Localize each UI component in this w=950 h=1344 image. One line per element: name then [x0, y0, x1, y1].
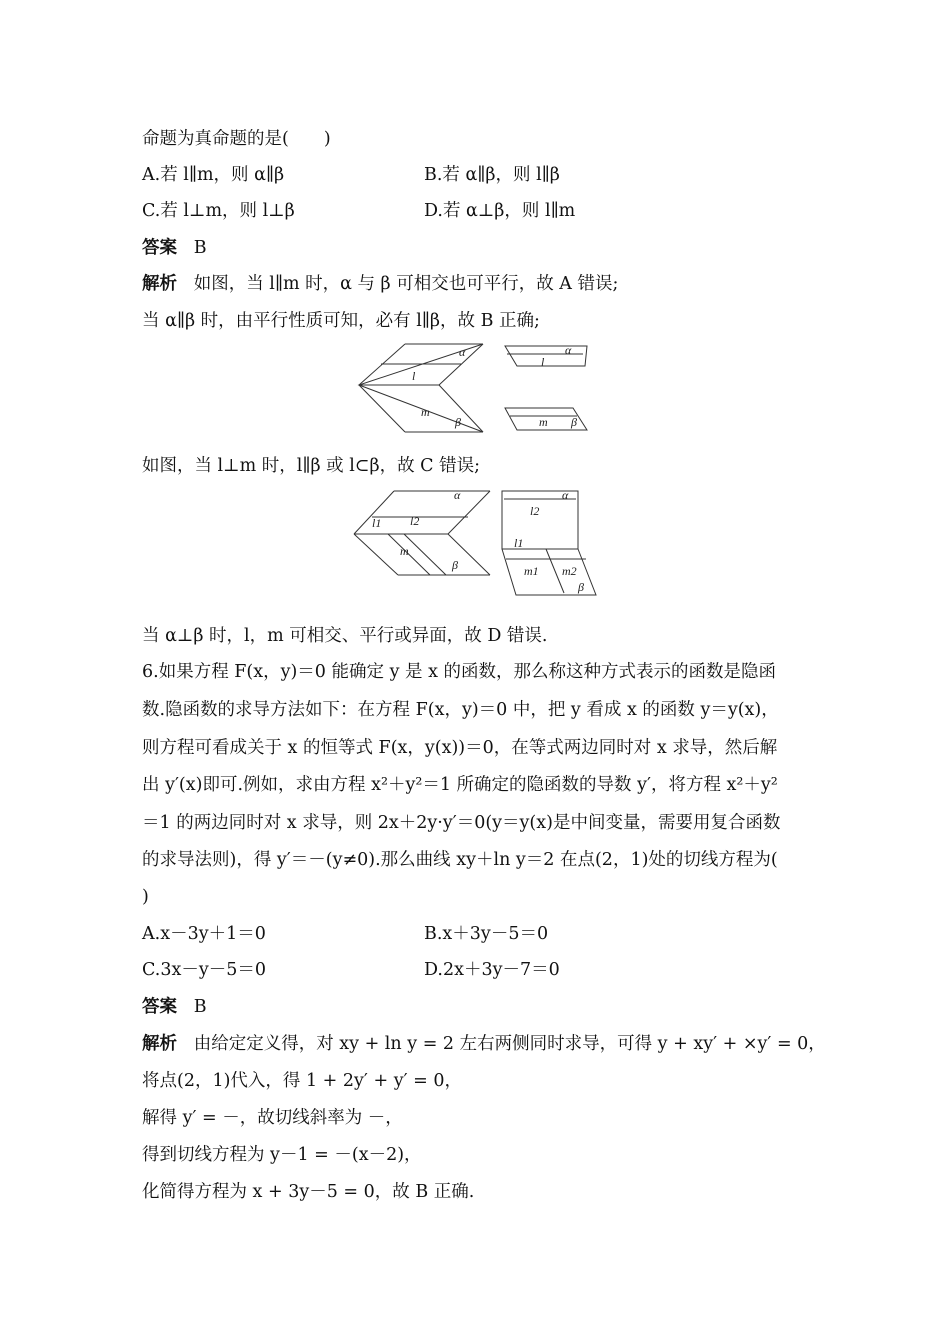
q5-analysis-1: [142, 273, 618, 295]
q6-analysis-2: 将点(2，1)代入，得 1 + 2y′ + y′ = 0，: [142, 1071, 462, 1091]
fig2-l2b-label: l2: [530, 504, 540, 518]
answer-label: 答案: [142, 238, 177, 258]
q5-option-b: B.若 α∥β，则 l∥β: [424, 165, 560, 185]
fig2-l2-label: l2: [410, 514, 420, 528]
q6-stem-4: 出 y′(x)即可.例如，求由方程 x²＋y²＝1 所确定的隐函数的导数 y′，将方程 x²＋y²: [142, 775, 778, 795]
fig2-alpha2-label: α: [562, 488, 569, 502]
fig1-beta2-label: β: [571, 415, 577, 429]
q5-analysis-3: 如图，当 l⊥m 时，l∥β 或 l⊂β，故 C 错误;: [142, 456, 480, 476]
fig2-m2-label: m2: [562, 564, 577, 578]
plane-alpha: [505, 346, 587, 366]
q5-analysis-2: 当 α∥β 时，由平行性质可知，必有 l∥β，故 B 正确;: [142, 311, 540, 331]
q5-option-c: C.若 l⊥m，则 l⊥β: [142, 201, 295, 221]
q6-stem-2: 数.隐函数的求导方法如下：在方程 F(x，y)＝0 中，把 y 看成 x 的函数 y＝y(x)，: [142, 700, 779, 720]
fig1-m-label: m: [421, 405, 430, 419]
q5-analysis-4: 当 α⊥β 时，l，m 可相交、平行或异面，故 D 错误.: [142, 626, 548, 646]
fig2-m-label: m: [400, 544, 409, 558]
q6-answer: [142, 996, 207, 1018]
q6-analysis-3: 解得 y′ = －，故切线斜率为 －，: [142, 1108, 403, 1128]
analysis-text: 如图，当 l∥m 时，α 与 β 可相交也可平行，故 A 错误;: [193, 274, 619, 294]
analysis-label: 解析: [142, 1034, 177, 1054]
q6-stem-1: 6.如果方程 F(x，y)＝0 能确定 y 是 x 的函数，那么称这种方式表示的函数是隐函: [142, 662, 777, 682]
q6-stem-3: 则方程可看成关于 x 的恒等式 F(x，y(x))＝0，在等式两边同时对 x 求导，然后解: [142, 738, 778, 758]
answer-value: B: [193, 238, 207, 258]
q6-stem-6: 的求导法则)，得 y′＝－(y≠0).那么曲线 xy＋ln y＝2 在点(2，1)处的切线方程为(: [142, 850, 778, 870]
q5-option-a: A.若 l∥m，则 α∥β: [142, 165, 285, 185]
analysis-label: 解析: [142, 274, 177, 294]
q6-stem-7: ): [142, 887, 149, 907]
answer-label: 答案: [142, 997, 177, 1017]
figure-perpendicular-planes: [350, 487, 600, 599]
q6-analysis-4: 得到切线方程为 y－1 = －(x－2)，: [142, 1145, 422, 1165]
fig1-beta-label: β: [455, 415, 461, 429]
fig1-alpha2-label: α: [565, 343, 572, 357]
fig1-alpha-label: α: [459, 345, 466, 359]
fig2-beta2-label: β: [578, 580, 584, 594]
q5-stem-tail: 命题为真命题的是( ): [142, 129, 331, 149]
fig1-l-label: l: [412, 369, 416, 383]
fig1-m2-label: m: [539, 415, 548, 429]
fig2-l1b-label: l1: [514, 536, 524, 550]
analysis-text: 由给定定义得，对 xy + ln y = 2 左右两侧同时求导，可得 y + xy′ + ×y′ = 0，: [193, 1034, 826, 1054]
fig2-alpha-label: α: [454, 488, 461, 502]
q6-analysis-1: [142, 1033, 826, 1055]
q6-option-b: B.x＋3y－5＝0: [424, 924, 549, 944]
line-m: [388, 534, 430, 575]
fig2-m1-label: m1: [524, 564, 539, 578]
fig2-l1-label: l1: [372, 516, 382, 530]
q5-option-d: D.若 α⊥β，则 l∥m: [424, 201, 576, 221]
fig2-beta-label: β: [452, 558, 458, 572]
q6-option-a: A.x－3y＋1＝0: [142, 924, 266, 944]
figure-parallel-planes: [355, 340, 600, 436]
answer-value: B: [193, 997, 207, 1017]
q6-option-c: C.3x－y－5＝0: [142, 960, 266, 980]
fig1-l2-label: l: [541, 355, 545, 369]
q6-analysis-5: 化简得方程为 x + 3y－5 = 0，故 B 正确.: [142, 1182, 475, 1202]
q6-option-d: D.2x＋3y－7＝0: [424, 960, 560, 980]
q5-answer: [142, 237, 207, 259]
q6-stem-5: ＝1 的两边同时对 x 求导，则 2x＋2y·y′＝0(y＝y(x)是中间变量，需要用复合函数: [142, 813, 781, 833]
